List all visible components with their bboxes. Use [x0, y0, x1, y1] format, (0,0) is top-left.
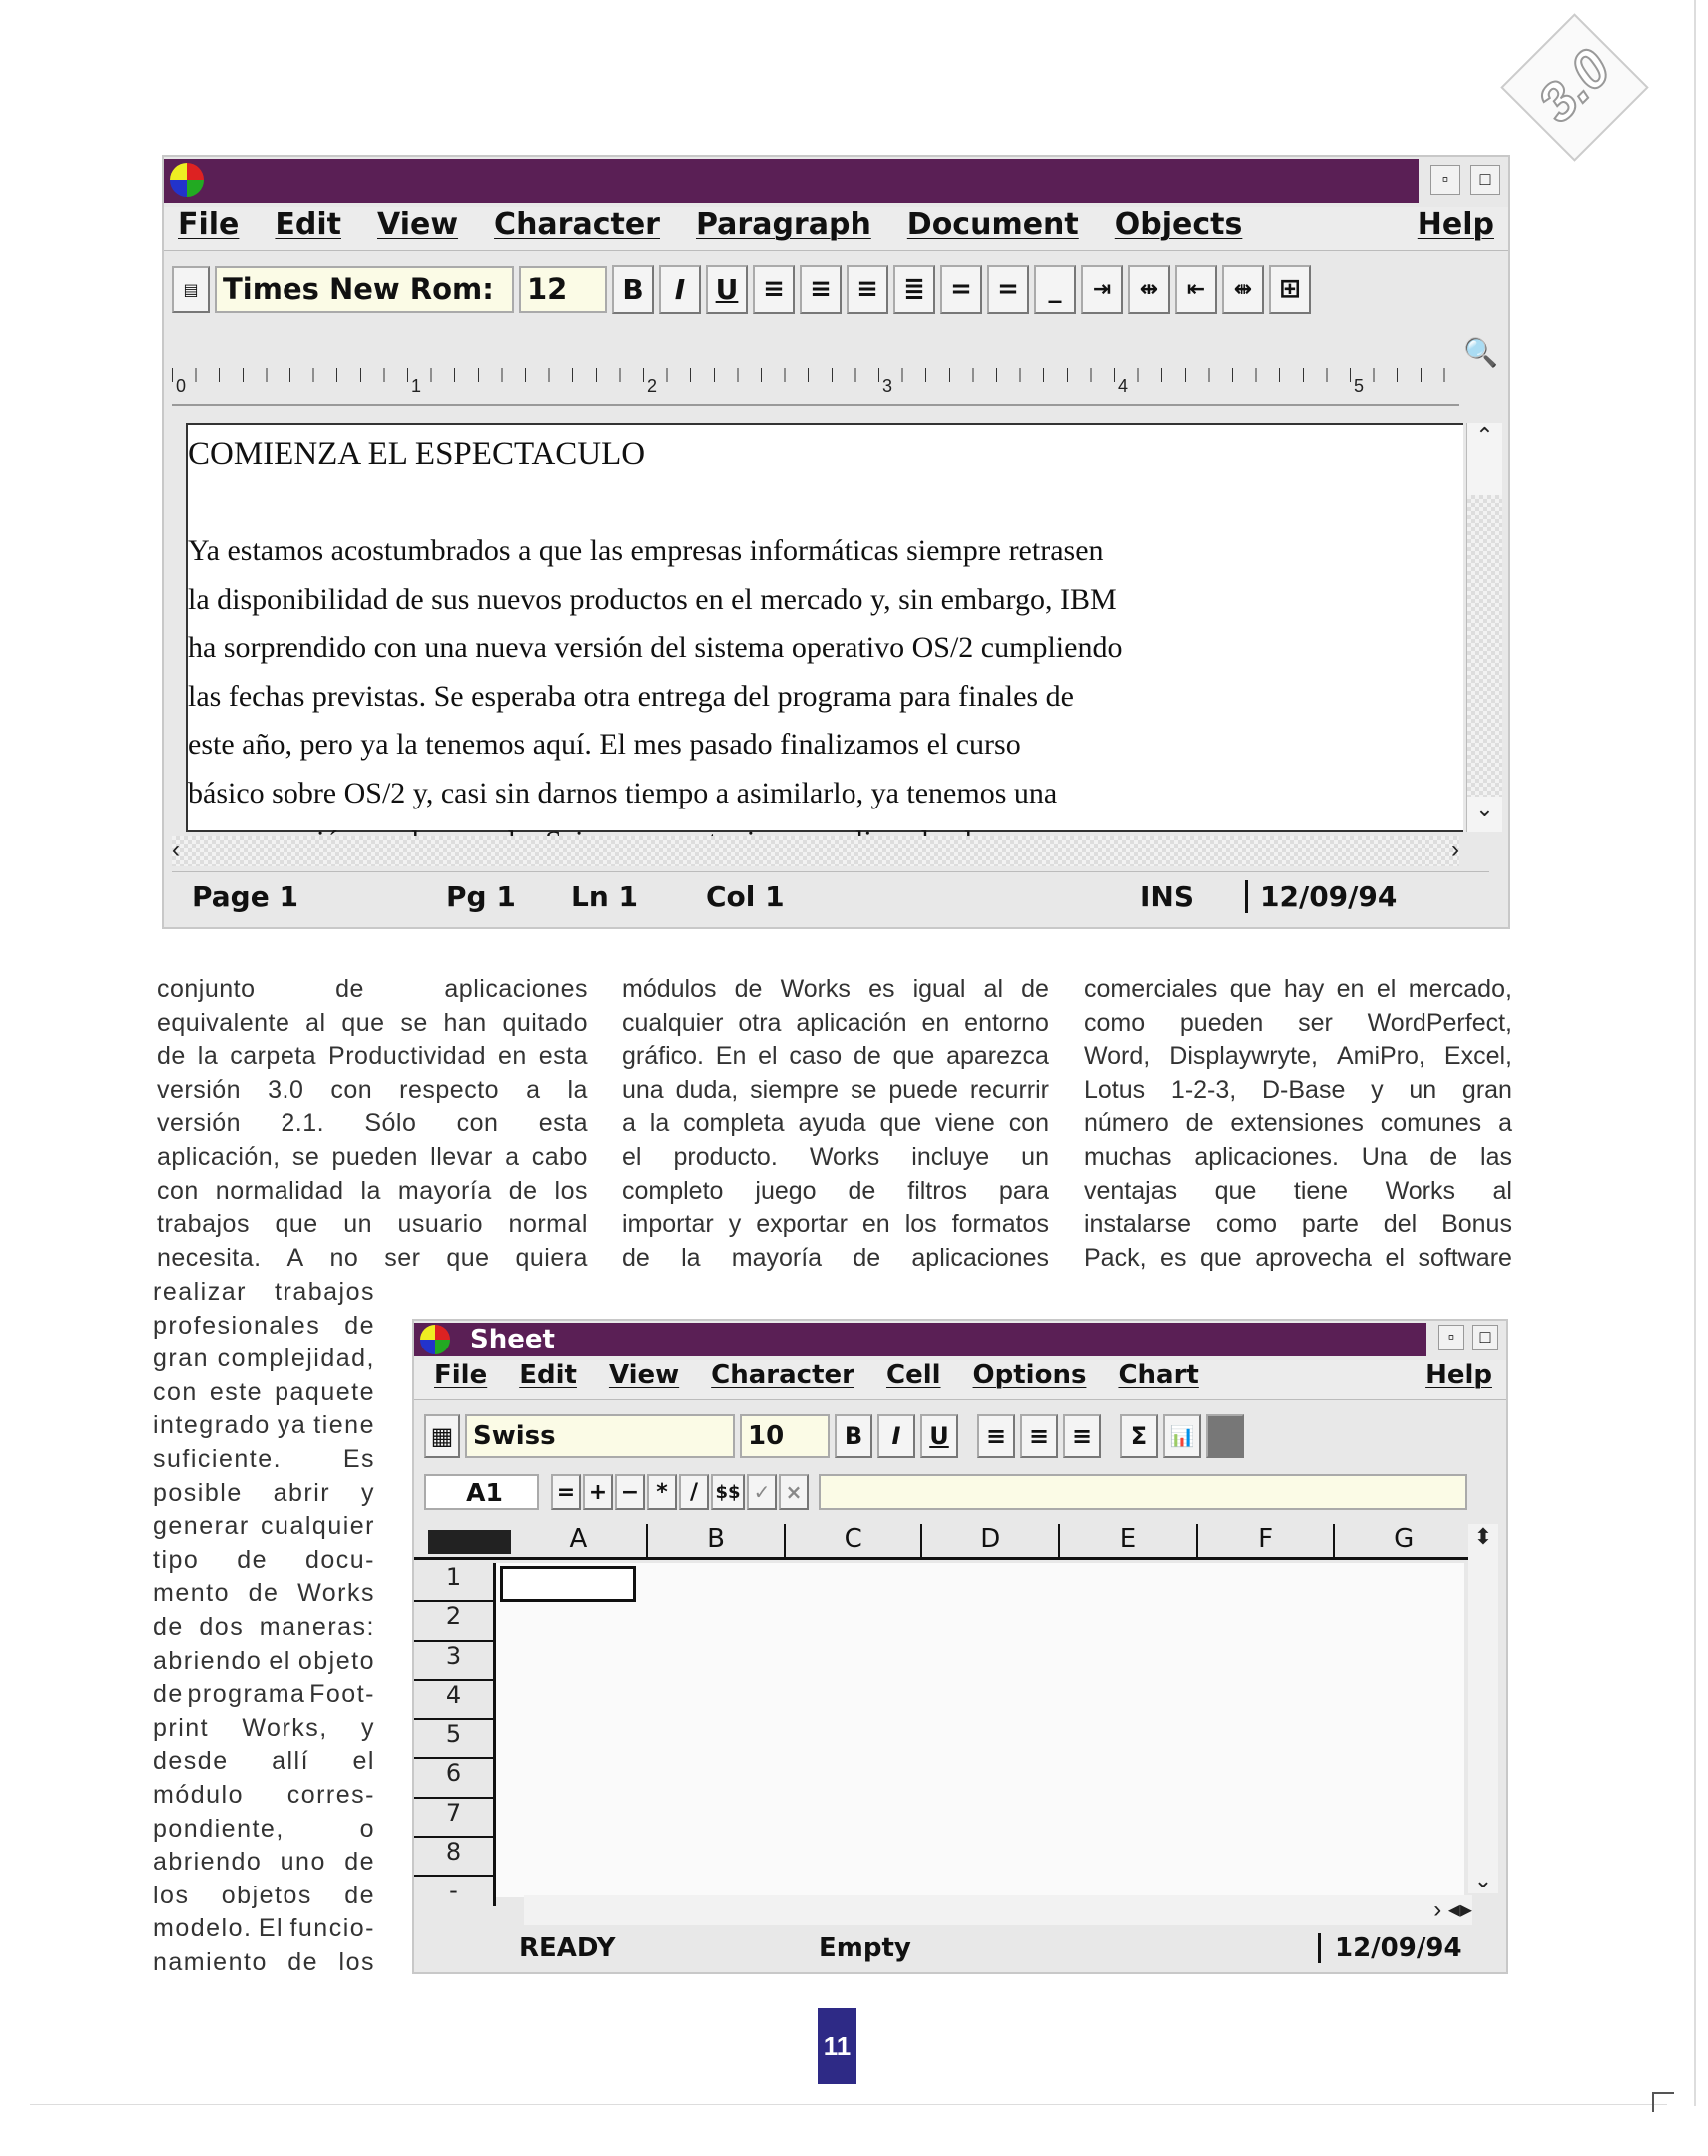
row-header[interactable]: 1	[414, 1563, 493, 1602]
menu-edit[interactable]: Edit	[519, 1360, 577, 1390]
version-badge-label: 3.0	[1526, 38, 1623, 134]
align-center-icon[interactable]: ≡	[1020, 1414, 1058, 1458]
document-icon[interactable]: ▤	[172, 266, 210, 313]
scroll-left-icon[interactable]: ‹	[172, 836, 180, 863]
menu-character[interactable]: Character	[711, 1360, 854, 1390]
row-header[interactable]: 4	[414, 1681, 493, 1720]
document-line: las fechas previstas. Se esperaba otra entrega del programa para finales de	[188, 679, 1074, 713]
tab-left-icon[interactable]: ⇥	[1081, 265, 1123, 314]
font-name-select[interactable]: Swiss	[465, 1414, 735, 1458]
italic-button[interactable]: I	[659, 265, 701, 314]
status-content: Empty	[819, 1933, 911, 1963]
toolbar	[172, 262, 1311, 317]
column-header[interactable]: F	[1198, 1524, 1336, 1557]
maximize-button[interactable]: □	[1470, 165, 1500, 195]
status-bar	[424, 1929, 1482, 1969]
font-size-select[interactable]: 12	[519, 266, 607, 313]
font-name-select[interactable]: Times New Rom:	[215, 266, 514, 313]
column-header[interactable]: G	[1394, 1524, 1415, 1554]
status-col: Col 1	[706, 880, 785, 913]
menu-chart[interactable]: Chart	[1118, 1360, 1199, 1390]
page-bottom-rule	[30, 2104, 1667, 2105]
one-half-spacing-icon[interactable]: =	[987, 265, 1029, 314]
cell-grid[interactable]	[496, 1563, 1464, 1897]
menu-cell[interactable]: Cell	[885, 1360, 941, 1390]
align-center-icon[interactable]: ≡	[800, 265, 842, 314]
column-header[interactable]: D	[922, 1524, 1060, 1557]
menu-view[interactable]: View	[377, 207, 459, 242]
window-title: Sheet	[470, 1325, 555, 1354]
menu-file[interactable]: File	[178, 207, 240, 242]
formula-equals-button[interactable]: =	[551, 1474, 581, 1510]
row-headers	[414, 1563, 496, 1906]
formula-currency-button[interactable]: $$	[711, 1474, 745, 1510]
spreadsheet-icon[interactable]: ▦	[424, 1414, 460, 1458]
menu-paragraph[interactable]: Paragraph	[695, 207, 871, 242]
vertical-scrollbar[interactable]	[1468, 1524, 1498, 1893]
maximize-button[interactable]: □	[1472, 1325, 1498, 1350]
row-header[interactable]: 6	[414, 1759, 493, 1798]
app-logo-icon	[170, 163, 204, 197]
column-headers	[414, 1524, 1472, 1560]
scroll-right-icon[interactable]: › ◂▸	[1433, 1896, 1472, 1923]
status-ln: Ln 1	[571, 880, 639, 913]
menu-character[interactable]: Character	[494, 207, 660, 242]
sum-icon[interactable]: Σ	[1120, 1414, 1158, 1458]
status-date: 12/09/94	[1318, 1933, 1462, 1963]
column-header[interactable]: E	[1060, 1524, 1198, 1557]
column-header[interactable]: B	[648, 1524, 786, 1557]
align-left-icon[interactable]: ≡	[977, 1414, 1015, 1458]
menu-options[interactable]: Options	[972, 1360, 1087, 1390]
column-header[interactable]: A	[511, 1524, 649, 1557]
row-header[interactable]: 5	[414, 1720, 493, 1759]
ruler[interactable]	[172, 328, 1459, 406]
article-column-1-narrow: realizar trabajos profesionales de gran complejidad, con este paquete integrado ya tiene suficiente. Es posible abrir y generar cualquier tipo de docu- mento de Works de dos maneras: abriendo el objeto de programa Foot- print Works, y desde allí el módulo corres- pondiente, o abriendo uno de los objetos de modelo. El funcio- namiento de los	[153, 1278, 375, 1976]
chart-icon[interactable]: 📊	[1163, 1414, 1201, 1458]
underline-button[interactable]: U	[706, 265, 748, 314]
page-edge-line	[1694, 0, 1696, 2106]
menu-bar	[414, 1360, 1506, 1400]
menu-file[interactable]: File	[434, 1360, 488, 1390]
scroll-thumb[interactable]	[1467, 459, 1502, 495]
title-bar[interactable]	[164, 159, 1419, 203]
document-area[interactable]	[186, 423, 1463, 832]
document-heading: COMIENZA EL ESPECTACULO	[188, 436, 646, 472]
menu-help[interactable]: Help	[1425, 1360, 1492, 1390]
split-icon[interactable]: ⬍	[1473, 1524, 1493, 1549]
zoom-icon[interactable]: 🔍	[1463, 337, 1498, 368]
bold-button[interactable]: B	[835, 1414, 872, 1458]
column-header[interactable]: C	[786, 1524, 923, 1557]
document-line: básico sobre OS/2 y, casi sin darnos tiempo a asimilarlo, ya tenemos una	[188, 776, 1058, 809]
toolbar	[424, 1410, 1244, 1462]
align-right-icon[interactable]: ≡	[847, 265, 888, 314]
align-right-icon[interactable]: ≡	[1063, 1414, 1101, 1458]
document-line: este año, pero ya la tenemos aquí. El mes pasado finalizamos el curso	[188, 728, 1021, 762]
document-line: Ya estamos acostumbrados a que las empresas informáticas siempre retrasen	[188, 534, 1104, 567]
tab-right-icon[interactable]: ⇤	[1175, 265, 1217, 314]
cell-reference[interactable]: A1	[424, 1474, 539, 1510]
word-processor-window	[162, 155, 1510, 929]
article-column-1: conjunto de aplicaciones equivalente al que se han quitado de la carpeta Productividad en esta versión 3.0 con respecto a la versión 2.1. Sólo con esta aplicación, se pueden llevar a cabo con normalidad la mayoría de los trabajos que un usuario normal necesita. A no ser que quiera	[157, 975, 588, 1272]
menu-document[interactable]: Document	[906, 207, 1079, 242]
status-pg: Pg 1	[446, 880, 516, 913]
formula-cancel-button[interactable]: ×	[779, 1474, 809, 1510]
status-mode: INS	[1140, 880, 1195, 913]
spreadsheet-window	[412, 1319, 1508, 1974]
formula-divide-button[interactable]: /	[679, 1474, 709, 1510]
article-column-3: comerciales que hay en el mercado, como pueden ser WordPerfect, Word, Displaywryte, AmiPro, Excel, Lotus 1-2-3, D-Base y un gran número de extensiones comunes a muchas aplicaciones. Una de las ventajas que tiene Works al instalarse como parte del Bonus Pack, es que aprovecha el software	[1084, 975, 1512, 1272]
formula-accept-button[interactable]: ✓	[747, 1474, 777, 1510]
scroll-up-icon[interactable]: ⌃	[1467, 423, 1502, 459]
formula-multiply-button[interactable]: *	[647, 1474, 677, 1510]
scroll-down-icon[interactable]: ⌄	[1473, 1868, 1493, 1892]
menu-view[interactable]: View	[608, 1360, 680, 1390]
format-icon[interactable]	[1206, 1414, 1244, 1458]
font-size-select[interactable]: 10	[740, 1414, 830, 1458]
page-number: 11	[818, 2008, 856, 2084]
document-line: ha sorprendido con una nueva versión del sistema operativo OS/2 cumpliendo	[188, 631, 1123, 665]
row-header[interactable]: -	[449, 1877, 458, 1905]
double-spacing-icon[interactable]: _	[1034, 265, 1076, 314]
crop-mark	[1652, 2092, 1674, 2112]
scroll-right-icon[interactable]: ›	[1451, 836, 1459, 863]
table-icon[interactable]: ⊞	[1269, 265, 1311, 314]
formula-bar	[424, 1472, 1467, 1512]
formula-input[interactable]	[819, 1474, 1467, 1510]
vertical-scrollbar[interactable]	[1466, 423, 1502, 832]
horizontal-scrollbar[interactable]	[524, 1895, 1472, 1925]
row-header[interactable]: 7	[414, 1799, 493, 1838]
justify-icon[interactable]: ≣	[893, 265, 935, 314]
status-bar	[172, 871, 1489, 921]
title-bar[interactable]	[414, 1323, 1426, 1356]
tab-center-icon[interactable]: ⇹	[1128, 265, 1170, 314]
row-header[interactable]: 8	[414, 1838, 493, 1877]
document-line: la disponibilidad de sus nuevos productos en el mercado y, sin embargo, IBM	[188, 582, 1117, 616]
menu-objects[interactable]: Objects	[1114, 207, 1243, 242]
underline-button[interactable]: U	[920, 1414, 958, 1458]
app-logo-icon	[420, 1325, 450, 1354]
minimize-button[interactable]: ▫	[1430, 165, 1460, 195]
row-header[interactable]: 2	[414, 1602, 493, 1641]
single-spacing-icon[interactable]: =	[940, 265, 982, 314]
select-all-corner[interactable]	[428, 1530, 511, 1554]
menu-bar	[164, 207, 1508, 251]
article-column-2: módulos de Works es igual al de cualquier otra aplicación en entorno gráfico. En el caso de que aparezca una duda, siempre se puede recurrir a la completa ayuda que viene con el producto. Works incluye un completo juego de filtros para importar y exportar en los formatos de la mayoría de aplicaciones	[622, 975, 1049, 1272]
row-header[interactable]: 3	[414, 1642, 493, 1681]
status-page: Page 1	[192, 880, 298, 913]
align-left-icon[interactable]: ≡	[753, 265, 795, 314]
ruler-labels: 0 1 2 3 4 5	[176, 376, 1365, 396]
status-mode: READY	[519, 1933, 616, 1963]
horizontal-scrollbar[interactable]	[172, 836, 1459, 866]
minimize-button[interactable]: ▫	[1438, 1325, 1464, 1350]
menu-edit[interactable]: Edit	[275, 207, 341, 242]
menu-help[interactable]: Help	[1417, 207, 1494, 242]
status-date: 12/09/94	[1245, 880, 1397, 913]
tab-decimal-icon[interactable]: ⇼	[1222, 265, 1264, 314]
bold-button[interactable]: B	[612, 265, 654, 314]
active-cell-a1[interactable]	[500, 1566, 636, 1602]
italic-button[interactable]: I	[877, 1414, 915, 1458]
formula-minus-button[interactable]: −	[615, 1474, 645, 1510]
formula-plus-button[interactable]: +	[583, 1474, 613, 1510]
scroll-down-icon[interactable]: ⌄	[1467, 797, 1502, 832]
